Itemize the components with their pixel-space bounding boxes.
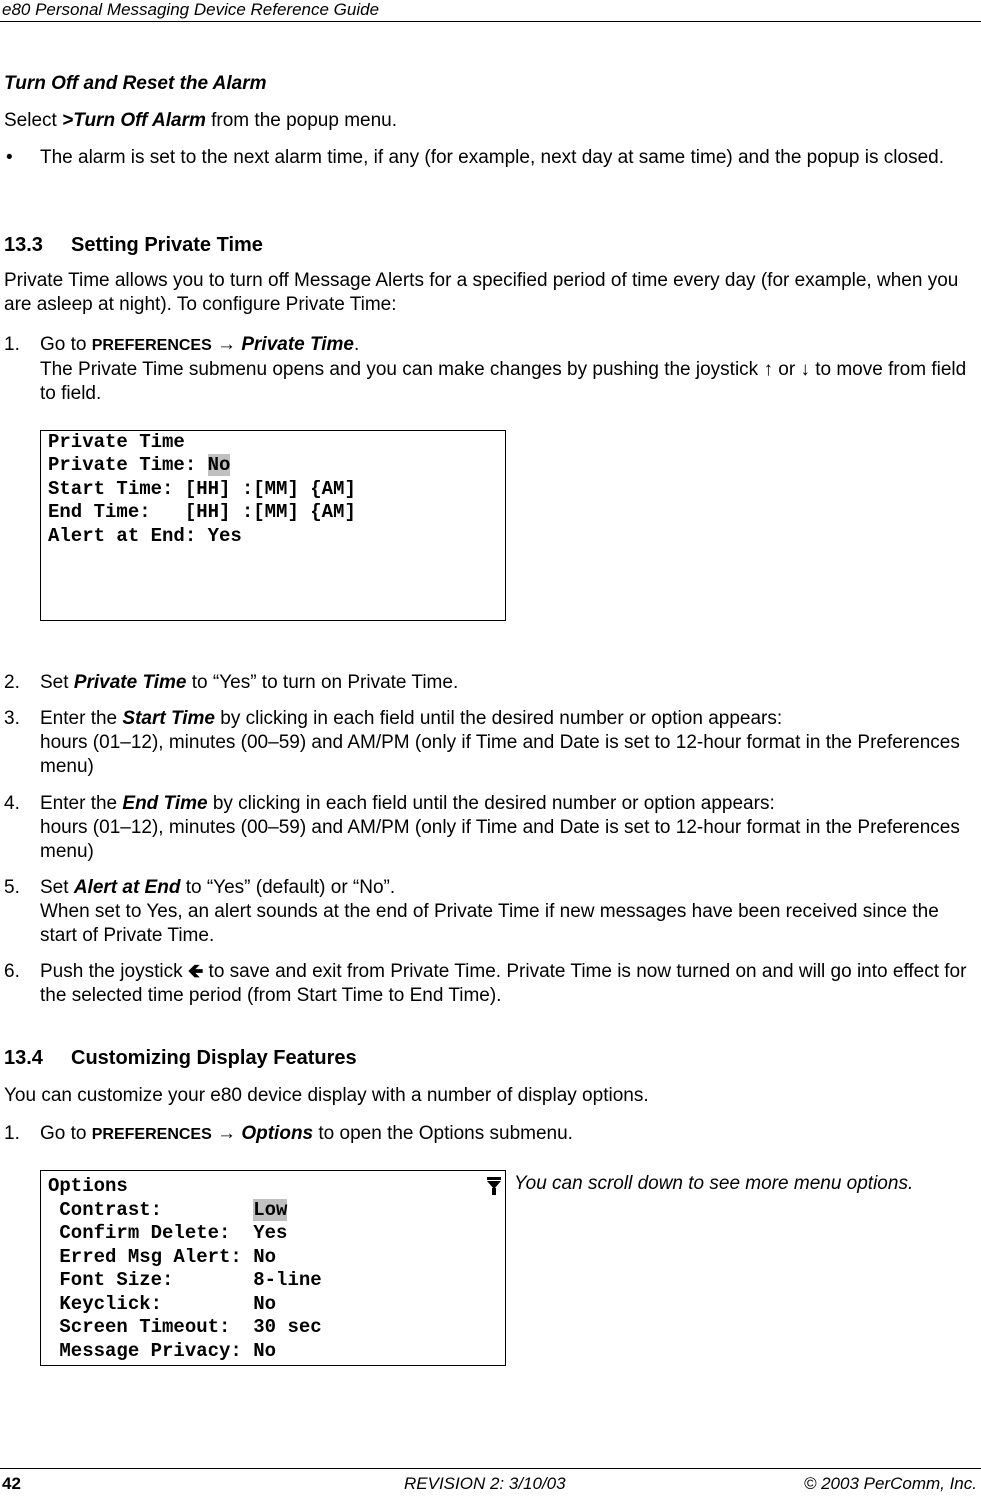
screen-end-time-row: End Time: [HH] :[MM] {AM] [48, 501, 356, 523]
bullet-icon: • [6, 147, 13, 168]
screen-start-time-row: Start Time: [HH] :[MM] {AM] [48, 478, 356, 500]
copyright: © 2003 PerComm, Inc. [803, 1474, 977, 1493]
option-row: Keyclick: No [48, 1293, 277, 1315]
option-row: Confirm Delete: Yes [48, 1222, 288, 1244]
footer-rule [0, 1468, 981, 1469]
scroll-note: You can scroll down to see more menu options. [514, 1173, 914, 1194]
arrow-up-icon: ↑ [763, 359, 773, 380]
alarm-select-text: Select >Turn Off Alarm from the popup menu. [4, 110, 398, 131]
arrow-left-icon: 🡸 [187, 961, 204, 982]
alarm-heading: Turn Off and Reset the Alarm [4, 73, 267, 94]
step-6: 6. Push the joystick 🡸 to save and exit from Private Time. Private Time is now turned on and will go into effect for the selected time period (from Start Time to End Time). [4, 961, 967, 1006]
screen-private-time-row: Private Time: No [48, 454, 231, 476]
section-13-3-heading: 13.3 Setting Private Time [4, 234, 263, 256]
options-screen [40, 1170, 506, 1366]
contrast-value: Low [253, 1199, 288, 1221]
section-13-4-intro: You can customize your e80 device display with a number of display options. [4, 1085, 649, 1106]
step-5: 5. Set Alert at End to “Yes” (default) or “No”. When set to Yes, an alert sounds at the end of Private Time if new messages have been received since the start of Private Time. [4, 877, 939, 946]
section-13-3-intro: Private Time allows you to turn off Message Alerts for a specified period of time every day (for example, when you are asleep at night). To configure Private Time: [4, 270, 959, 315]
arrow-down-icon: ↓ [800, 359, 810, 380]
alarm-command: >Turn Off Alarm [62, 110, 206, 131]
header-rule [0, 21, 981, 22]
alarm-bullet-item: • The alarm is set to the next alarm time, if any (for example, next day at same time) and the popup is closed. [6, 147, 944, 168]
step-1-options: 1. Go to PREFERENCES → Options to open the Options submenu. [4, 1123, 573, 1144]
option-row: Message Privacy: No [48, 1340, 277, 1362]
option-row: Contrast: Low [48, 1199, 288, 1221]
option-row: Erred Msg Alert: No [48, 1246, 277, 1268]
section-13-4-heading: 13.4 Customizing Display Features [4, 1047, 357, 1069]
arrow-right-icon: → [211, 1123, 242, 1144]
revision-label: REVISION 2: 3/10/03 [404, 1474, 566, 1493]
private-time-value: No [207, 454, 231, 476]
menu-preferences: PREFERENCES [91, 337, 212, 354]
arrow-right-icon: → [211, 334, 242, 355]
page-number: 42 [2, 1474, 21, 1493]
step-3: 3. Enter the Start Time by clicking in each field until the desired number or option appears: hours (01–12), minutes (00–59) and AM/PM (only if Time and Date is set to 12-hour format in the Preferences menu) [4, 708, 960, 777]
step-4: 4. Enter the End Time by clicking in each field until the desired number or option appears: hours (01–12), minutes (00–59) and AM/PM (only if Time and Date is set to 12-hour format in the Preferences menu) [4, 793, 960, 862]
screen-alert-at-end-row: Alert at End: Yes [48, 525, 242, 547]
running-header: e80 Personal Messaging Device Reference Guide [2, 0, 380, 19]
screen-title: Private Time [48, 431, 185, 453]
step-2: 2. Set Private Time to “Yes” to turn on Private Time. [4, 672, 459, 693]
scroll-down-icon [487, 1177, 501, 1195]
option-row: Screen Timeout: 30 sec [48, 1316, 322, 1338]
private-time-screen [40, 430, 506, 621]
step-1-private-time: 1. Go to PREFERENCES → Private Time. The Private Time submenu opens and you can make changes by pushing the joystick ↑ or ↓ to move from field to field. [4, 334, 967, 404]
options-title: Options [48, 1175, 128, 1197]
menu-preferences: PREFERENCES [91, 1126, 212, 1143]
option-row: Font Size: 8-line [48, 1269, 322, 1291]
